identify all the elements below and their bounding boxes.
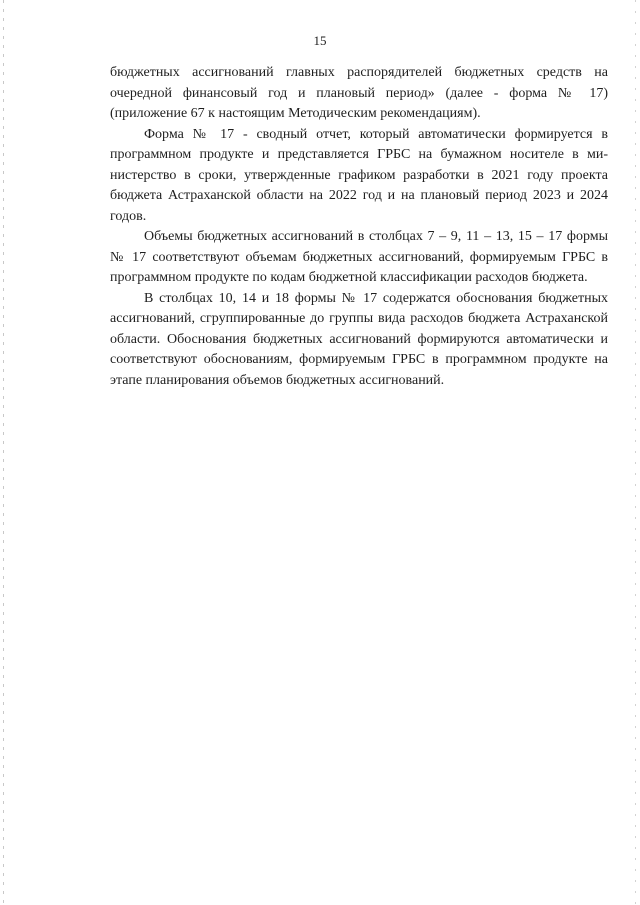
scan-edge-right [635,0,636,905]
document-body [110,63,608,391]
paragraph-continuation: бюджетных ассигнований главных распорядителей бюджетных средств на очередной финансовый год и плановый период» (далее - форма № 17) (приложение 67 к настоящим Методическим рекомендациям). [110,65,608,121]
scan-edge-left [3,0,4,905]
paragraph-form-17-description: Форма № 17 - сводный отчет, который автоматически формируется в программном продукте и представляется ГРБС на бумажном носителе в министерство в сроки, утвержденные графиком разработки в 2021 году проекта бюджета Астраханской области на 2022 год и на плановый период 2023 и 2024 годов. [110,126,608,224]
paragraph-budget-volumes: Объемы бюджетных ассигнований в столбцах 7 – 9, 11 – 13, 15 – 17 формы № 17 соответствуют объемам бюджетных ассигнований, формируемым ГРБС в программном продукте по кодам бюджетной классификации расходов бюджета. [110,229,608,285]
page-number: 15 [313,33,327,48]
paragraph-budget-justifications: В столбцах 10, 14 и 18 формы № 17 содержатся обоснования бюджетных ассигнований, сгруппированные до группы вида расходов бюджета Астраханской области. Обоснования бюджетных ассигнований формируются автоматически и соответствуют обоснованиям, формируемым ГРБС в программном продукте на этапе планирования объемов бюджетных ассигнований. [110,290,608,388]
